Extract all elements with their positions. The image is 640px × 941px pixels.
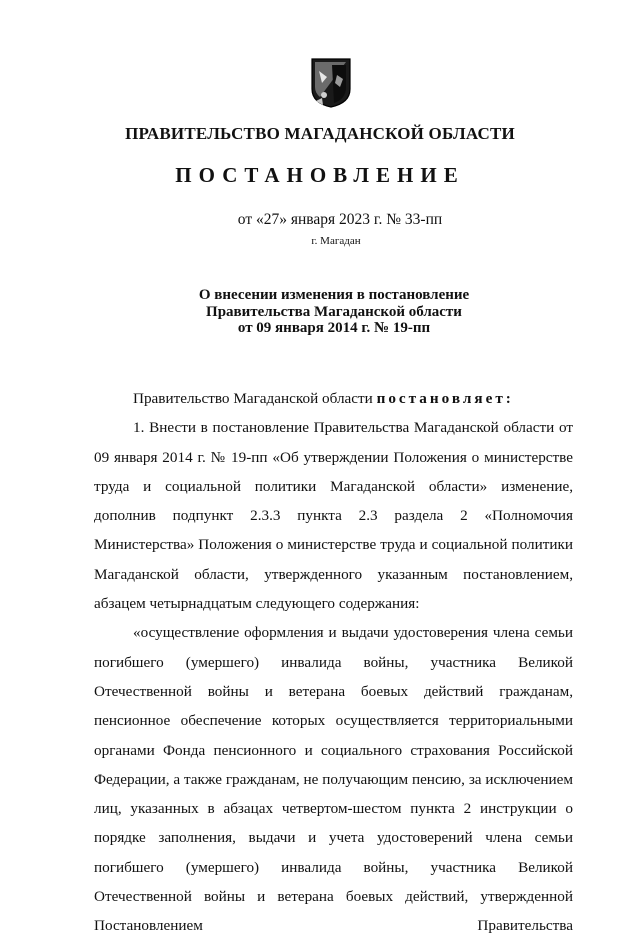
- subject-line-1: О внесении изменения в постановление: [198, 287, 470, 303]
- subject-line-2: Правительства Магаданской области: [206, 303, 462, 320]
- document-date-number: от «27» января 2023 г. № 33-пп: [237, 211, 443, 228]
- intro-paragraph: [94, 384, 573, 413]
- document-type-title: ПОСТАНОВЛЕНИЕ: [175, 163, 465, 187]
- subject-line-3: от 09 января 2014 г. № 19-пп: [237, 320, 431, 336]
- document-subject: [0, 287, 640, 337]
- intro-text: Правительство Магаданской области: [133, 390, 373, 407]
- government-title: ПРАВИТЕЛЬСТВО МАГАДАНСКОЙ ОБЛАСТИ: [125, 124, 515, 143]
- intro-verb: постановляет:: [376, 390, 514, 407]
- item-1-paragraph: 1. Внести в постановление Правительства Магаданской области от 09 января 2014 г. № 19-пп «Об утверждении Положения о министерстве труда и социальной политики Магаданской области» изменение, дополнив подпункт 2.3.3 пункта 2.3 раздела 2 «Полномочия Министерства» Положения о министерстве труда и социальной политики Магаданской области, утвержденного указанным постановлением, абзацем четырнадцатым следующего содержания:: [94, 419, 573, 613]
- coat-of-arms-icon: [310, 57, 352, 109]
- document-body: [94, 384, 573, 941]
- quoted-amendment-paragraph: «осуществление оформления и выдачи удостоверения члена семьи погибшего (умершего) инвалида войны, участника Великой Отечественной войны и ветерана боевых действий гражданам, пенсионное обеспечение которых осуществляется территориальными органами Фонда пенсионного и социального страхования Российской Федерации, а также гражданам, не получающим пенсию, за исключением лиц, указанных в абзацах четвертом-шестом пункта 2 инструкции о порядке заполнения, выдачи и учета удостоверений члена семьи погибшего (умершего) инвалида войны, участника Великой Отечественной войны и ветерана боевых действий, утвержденной Постановлением Правительства: [94, 624, 573, 935]
- document-city: г. Магадан: [311, 235, 361, 247]
